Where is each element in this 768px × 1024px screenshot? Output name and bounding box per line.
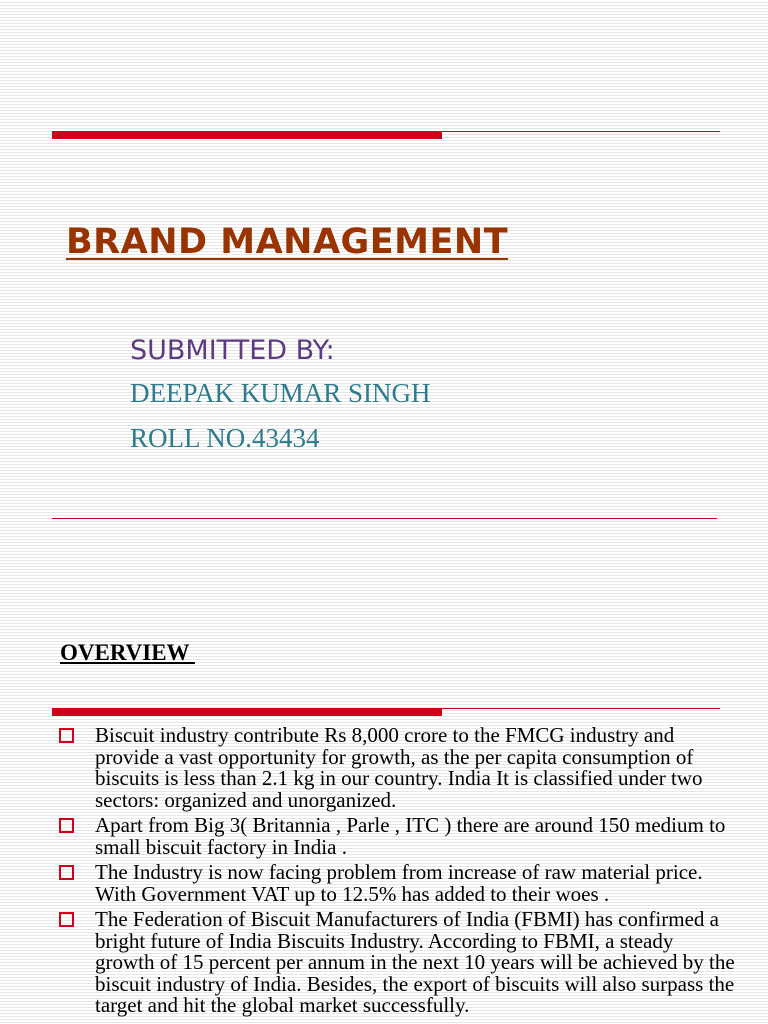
author-name: DEEPAK KUMAR SINGH [130,378,431,408]
bullet-text: The Industry is now facing problem from increase of raw material price. With Government VAT up to 12.5% has added to their woes . [95,860,703,906]
hollow-square-bullet-icon [59,865,74,880]
list-item [56,725,736,811]
top-accent-bar [52,131,442,139]
bullet-text: The Federation of Biscuit Manufacturers of India (FBMI) has confirmed a bright future of India Biscuits Industry. According to FBMI, a steady growth of 15 percent per annum in the next 10 years will be achieved by the biscuit industry of India. Besides, the export of biscuits will also surpass the target and hit the global market successfully. [95,907,735,1017]
overview-accent-bar [52,708,442,716]
hollow-square-bullet-icon [59,912,74,927]
list-item [56,862,736,905]
top-accent-line [442,131,720,132]
overview-accent-line [442,708,720,709]
hollow-square-bullet-icon [59,818,74,833]
bullet-text: Apart from Big 3( Britannia , Parle , ITC ) there are around 150 medium to small biscuit factory in India . [95,813,726,859]
hollow-square-bullet-icon [59,728,74,743]
slide-title-text: BRAND MANAGEMENT [66,222,509,262]
slide-bottom-rule [52,518,717,519]
bullet-text: Biscuit industry contribute Rs 8,000 crore to the FMCG industry and provide a vast opportunity for growth, as the per capita consumption of biscuits is less than 2.1 kg in our country. India It is classified under two sectors: organized and unorganized. [95,723,703,812]
submitted-by-label: SUBMITTED BY: [130,335,335,366]
roll-number: ROLL NO.43434 [130,423,320,453]
overview-heading: OVERVIEW [60,640,195,665]
list-item [56,909,736,1017]
overview-bullet-list [56,725,736,1021]
list-item [56,815,736,858]
